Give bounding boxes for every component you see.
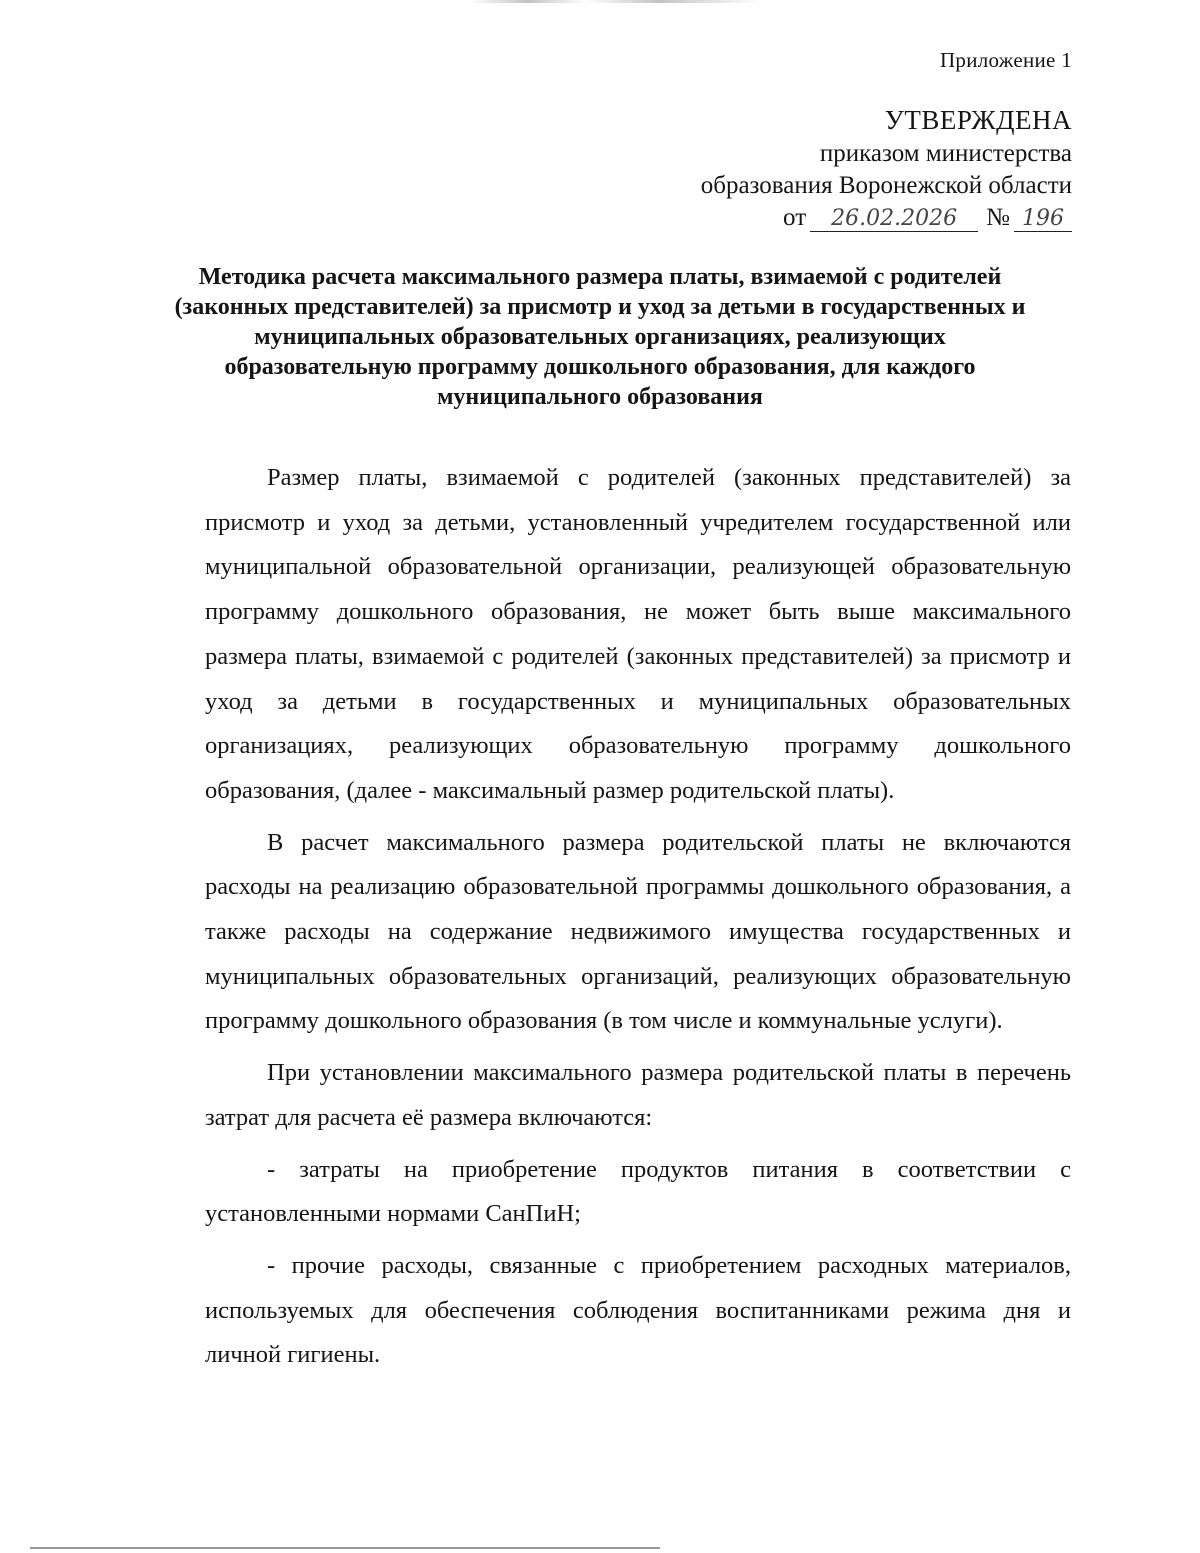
paragraph: Размер платы, взимаемой с родителей (законных представителей) за присмотр и уход за детьми, установленный учредителем государственной или муниципальной образовательной организации, реализующей образовательную программу дошкольного образования, не может быть выше максимального размера платы, взимаемой с родителей (законных представителей) за присмотр и уход за детьми в государственных и муниципальных образовательных организациях, реализующих образовательную программу дошкольного образования, (далее - максимальный размер родительской платы). (205, 464, 1071, 804)
list-item: - прочие расходы, связанные с приобретением расходных материалов, используемых для обеспечения соблюдения воспитанниками режима дня и личной гигиены. (205, 1251, 1071, 1369)
order-date: 26.02.2026 (810, 207, 978, 232)
order-issuer-line-1: приказом министерства (819, 140, 1072, 167)
order-number: 196 (1014, 207, 1072, 232)
list-item: - затраты на приобретение продуктов питания в соответствии с установленными нормами СанПиН; (205, 1155, 1071, 1228)
approval-block (701, 104, 1072, 234)
appendix-label: Приложение 1 (939, 48, 1072, 72)
document-title: Методика расчета максимального размера платы, взимаемой с родителей (законных представителей) за присмотр и уход за детьми в государственных и муниципальных образовательных организациях, реализующих образовательную программу дошкольного образования, для каждого муниципального образования (174, 264, 1026, 410)
from-label: от (783, 204, 807, 231)
scan-artifact-top (470, 0, 760, 3)
scan-artifact-bottom (30, 1547, 660, 1549)
paragraph: В расчет максимального размера родительской платы не включаются расходы на реализацию образовательной программы дошкольного образования, а также расходы на содержание недвижимого имущества государственных и муниципальных образовательных организаций, реализующих образовательную программу дошкольного образования (в том числе и коммунальные услуги). (205, 828, 1071, 1035)
approved-heading: УТВЕРЖДЕНА (884, 105, 1072, 135)
order-reference (701, 202, 1072, 234)
number-label: № (986, 204, 1010, 231)
document-body (205, 456, 1071, 1385)
order-issuer-line-2: образования Воронежской области (700, 172, 1072, 199)
paragraph: При установлении максимального размера родительской платы в перечень затрат для расчета её размера включаются: (205, 1059, 1071, 1131)
